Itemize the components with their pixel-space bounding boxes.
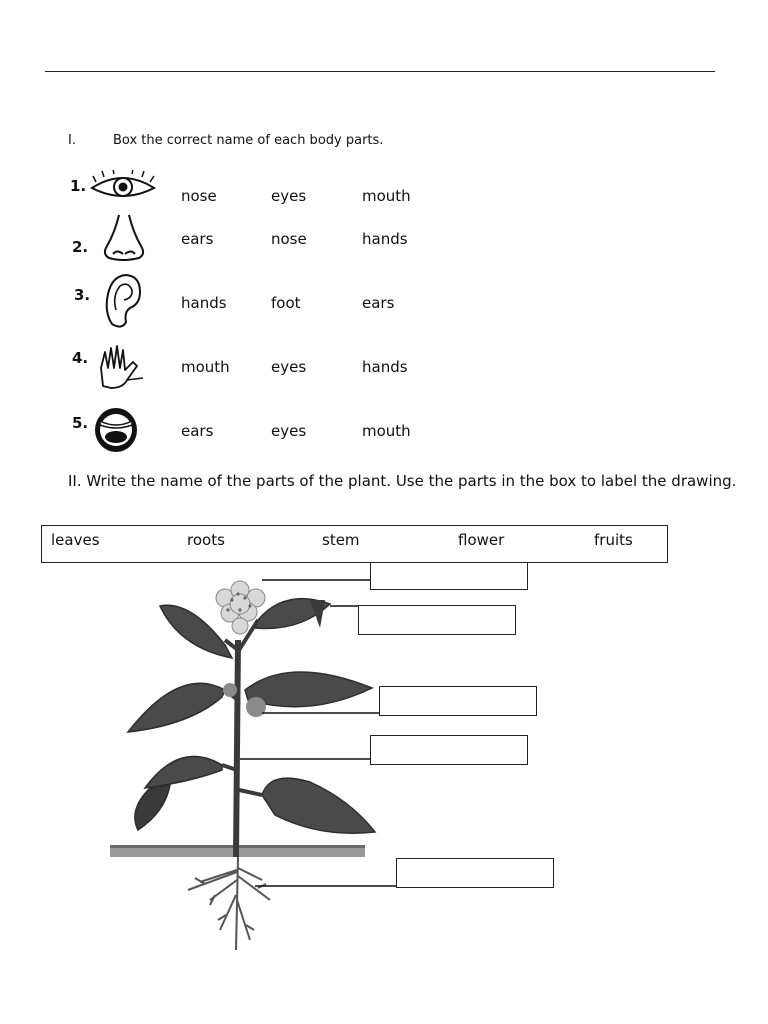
- question-1-option-2[interactable]: eyes: [271, 187, 307, 205]
- question-2-option-1[interactable]: ears: [181, 230, 214, 248]
- question-4-number: 4.: [72, 349, 89, 367]
- question-2-option-2[interactable]: nose: [271, 230, 307, 248]
- label-answer-box-3[interactable]: [379, 686, 537, 716]
- top-rule: [45, 71, 715, 72]
- word-bank-item: leaves: [51, 531, 100, 549]
- label-answer-box-4[interactable]: [370, 735, 528, 765]
- question-5-option-3[interactable]: mouth: [362, 422, 411, 440]
- question-1-option-1[interactable]: nose: [181, 187, 217, 205]
- question-4-option-3[interactable]: hands: [362, 358, 408, 376]
- question-2-option-3[interactable]: hands: [362, 230, 408, 248]
- word-bank-item: roots: [187, 531, 225, 549]
- word-bank-item: stem: [322, 531, 360, 549]
- question-3-option-1[interactable]: hands: [181, 294, 227, 312]
- question-4-option-1[interactable]: mouth: [181, 358, 230, 376]
- question-1-number: 1.: [70, 177, 87, 195]
- question-5-number: 5.: [72, 414, 89, 432]
- section2-instruction: II. Write the name of the parts of the plant. Use the parts in the box to label the drawing.: [68, 472, 737, 490]
- nose-icon: [99, 212, 149, 262]
- question-3-option-2[interactable]: foot: [271, 294, 301, 312]
- mouth-icon: [92, 405, 140, 455]
- hand-icon: [97, 344, 145, 390]
- section1-instruction: Box the correct name of each body parts.: [113, 133, 384, 148]
- question-4-option-2[interactable]: eyes: [271, 358, 307, 376]
- question-3-option-3[interactable]: ears: [362, 294, 395, 312]
- label-answer-box-2[interactable]: [358, 605, 516, 635]
- section1-numeral: I.: [68, 133, 76, 148]
- word-bank-item: fruits: [594, 531, 633, 549]
- eye-icon: [90, 170, 156, 204]
- word-bank-item: flower: [458, 531, 505, 549]
- ear-icon: [100, 272, 144, 332]
- question-2-number: 2.: [72, 238, 89, 256]
- label-answer-box-5[interactable]: [396, 858, 554, 888]
- question-5-option-2[interactable]: eyes: [271, 422, 307, 440]
- label-answer-box-1[interactable]: [370, 562, 528, 590]
- question-1-option-3[interactable]: mouth: [362, 187, 411, 205]
- question-5-option-1[interactable]: ears: [181, 422, 214, 440]
- question-3-number: 3.: [74, 286, 91, 304]
